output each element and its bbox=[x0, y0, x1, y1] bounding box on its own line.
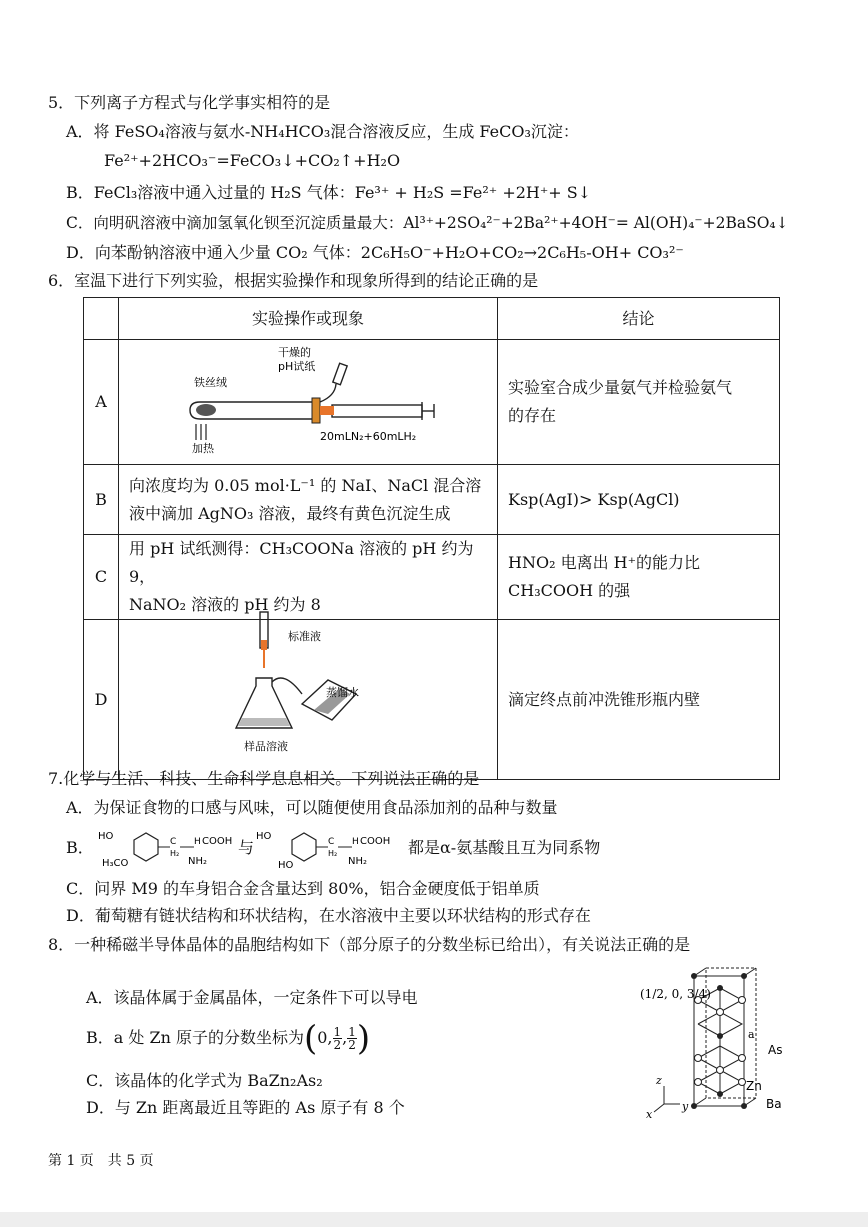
mol1-c-label: C bbox=[170, 837, 177, 847]
q5-option-c: C．向明矾溶液中滴加氢氧化钡至沉淀质量最大：Al³⁺+2SO₄²⁻+2Ba²⁺+4OH⁻= Al(OH)₄⁻+2BaSO₄↓ bbox=[66, 214, 789, 232]
q6-header-operation: 实验操作或现象 bbox=[119, 298, 498, 340]
fig-a-label-heat: 加热 bbox=[192, 442, 214, 454]
fig-a-label-paper2: pH试纸 bbox=[278, 360, 316, 373]
q8-coord-frac-1 bbox=[333, 1026, 343, 1051]
q7-option-c: C．问界 M9 的车身铝合金含量达到 80%，铝合金硬度低于铝单质 bbox=[66, 879, 540, 898]
mol2-c-label: C bbox=[328, 837, 335, 847]
mol1-nh2-label: NH₂ bbox=[188, 856, 208, 867]
fig-d-label-water: 蒸馏水 bbox=[326, 686, 359, 699]
q6-row-b bbox=[84, 465, 780, 535]
q6-row-c-op-line2: NaNO₂ 溶液的 pH 约为 8 bbox=[129, 595, 321, 614]
q6-row-a-label: A bbox=[84, 340, 119, 465]
q6-row-d-label: D bbox=[84, 620, 119, 780]
q8-option-c: C．该晶体的化学式为 BaZn₂As₂ bbox=[86, 1071, 323, 1090]
q6-figure-a-apparatus bbox=[180, 344, 440, 454]
q6-row-c-label: C bbox=[84, 535, 119, 620]
q8-option-a: A．该晶体属于金属晶体，一定条件下可以导电 bbox=[86, 988, 418, 1007]
q7-option-d: D．葡萄糖有链状结构和环状结构，在水溶液中主要以环状结构的形式存在 bbox=[66, 906, 591, 925]
q8-coord-left-paren: ( bbox=[303, 1018, 318, 1059]
q7-option-b-prefix: B． bbox=[66, 838, 94, 857]
connector-icon bbox=[320, 406, 334, 415]
q5-stem: 5．下列离子方程式与化学事实相符的是 bbox=[48, 93, 331, 112]
q8-option-b-prefix: B．a 处 Zn 原子的分数坐标为 bbox=[86, 1028, 304, 1047]
mol2-ho-label: HO bbox=[256, 831, 272, 842]
q8-figure-as-label: As bbox=[768, 1043, 783, 1057]
fig-d-label-std: 标准液 bbox=[288, 630, 321, 643]
q6-row-b-op-line2: 液中滴加 AgNO₃ 溶液，最终有黄色沉淀生成 bbox=[129, 503, 451, 523]
q8-option-b: B．a 处 Zn 原子的分数坐标为(0, $\frac{1}{2}$ , $\frac{1}{2}$ ) bbox=[86, 1018, 371, 1059]
scan-edge bbox=[0, 1212, 868, 1227]
q6-row-b-operation bbox=[119, 465, 498, 535]
q6-figure-d-titration bbox=[228, 610, 388, 760]
q6-row-b-label: B bbox=[84, 465, 119, 535]
q6-row-a-conclusion bbox=[498, 340, 780, 465]
fig-a-label-paper: 干燥的 bbox=[278, 346, 311, 359]
mol1-och3-label: H₃CO bbox=[102, 858, 129, 869]
q5-option-a-equation: Fe²⁺+2HCO₃⁻=FeCO₃↓+CO₂↑+H₂O bbox=[104, 151, 401, 170]
q6-row-b-op-line1: 向浓度均为 0.05 mol·L⁻¹ 的 NaI、NaCl 混合溶 bbox=[129, 475, 482, 495]
fig-a-label-gas: 20mLN₂+60mLH₂ bbox=[320, 430, 417, 443]
q7-option-b-suffix: 都是α-氨基酸且互为同系物 bbox=[408, 838, 601, 857]
q5-option-a: A．将 FeSO₄溶液与氨水-NH₄HCO₃混合溶液反应，生成 FeCO₃沉淀： bbox=[66, 122, 579, 141]
q6-row-c-conclusion-line2: CH₃COOH 的强 bbox=[508, 581, 631, 600]
q5-option-d: D．向苯酚钠溶液中通入少量 CO₂ 气体：2C₆H₅O⁻+H₂O+CO₂→2C₆H₅-OH+ CO₃²⁻ bbox=[66, 243, 684, 262]
q7-option-b-mid: 与 bbox=[238, 838, 255, 857]
q8-coord-d2: 2 bbox=[348, 1038, 356, 1052]
q7-option-a: A．为保证食物的口感与风味，可以随便使用食品添加剂的品种与数量 bbox=[66, 798, 558, 817]
q8-option-d: D．与 Zn 距离最近且等距的 As 原子有 8 个 bbox=[86, 1098, 405, 1117]
mol1-cooh-label: COOH bbox=[202, 836, 233, 847]
q8-figure-y-label: y bbox=[682, 1100, 689, 1113]
mol2-h2-label: H₂ bbox=[328, 849, 338, 858]
q6-header-blank bbox=[84, 298, 119, 340]
q6-stem: 6．室温下进行下列实验，根据实验操作和现象所得到的结论正确的是 bbox=[48, 271, 539, 290]
q6-row-a-conclusion-line2: 的存在 bbox=[508, 406, 557, 425]
q8-coord-right-paren: ) bbox=[356, 1018, 371, 1059]
mol1-ho-label: HO bbox=[98, 831, 114, 842]
stopcock-icon bbox=[261, 640, 267, 650]
axes-icon bbox=[654, 1086, 680, 1112]
iron-wool-icon bbox=[196, 404, 216, 416]
q7-molecule-1 bbox=[98, 826, 238, 872]
mol2-ho2-label: HO bbox=[278, 860, 294, 871]
q8-figure-ba-label: Ba bbox=[766, 1097, 782, 1111]
q8-figure-x-label: x bbox=[646, 1108, 653, 1120]
mol1-h2-label: H₂ bbox=[170, 849, 180, 858]
q8-figure-coord-label: (1/2, 0, 3/4) bbox=[640, 987, 711, 1001]
q6-row-d-conclusion: 滴定终点前冲洗锥形瓶内壁 bbox=[498, 620, 780, 780]
q6-row-c-conclusion bbox=[498, 535, 780, 620]
q5-option-b: B．FeCl₃溶液中通入过量的 H₂S 气体：Fe³⁺ + H₂S =Fe²⁺ +2H⁺+ S↓ bbox=[66, 183, 592, 202]
q6-row-c-conclusion-line1: HNO₂ 电离出 H⁺的能力比 bbox=[508, 553, 701, 572]
stopper-icon bbox=[312, 398, 320, 423]
mol2-cooh-label: COOH bbox=[360, 836, 391, 847]
q8-figure-a-label: a bbox=[748, 1028, 755, 1041]
mol2-nh2-label: NH₂ bbox=[348, 856, 368, 867]
q8-coord-d1: 2 bbox=[333, 1038, 342, 1052]
q6-row-a-conclusion-line1: 实验室合成少量氨气并检验氨气 bbox=[508, 378, 733, 397]
q8-crystal-figure bbox=[636, 960, 796, 1120]
q6-header-row bbox=[84, 298, 780, 340]
q8-coord-frac-2 bbox=[347, 1026, 357, 1051]
q7-stem: 7.化学与生活、科技、生命科学息息相关。下列说法正确的是 bbox=[48, 769, 480, 788]
q8-stem: 8．一种稀磁半导体晶体的晶胞结构如下（部分原子的分数坐标已给出），有关说法正确的是 bbox=[48, 935, 691, 954]
q6-header-conclusion: 结论 bbox=[498, 298, 780, 340]
fig-d-label-sample: 样品溶液 bbox=[244, 740, 288, 753]
q6-row-d bbox=[84, 620, 780, 780]
q8-figure-z-label: z bbox=[656, 1074, 662, 1087]
q8-coord-n2: 1 bbox=[348, 1025, 356, 1039]
q6-row-c-operation bbox=[119, 535, 498, 620]
page-footer: 第 1 页 共 5 页 bbox=[48, 1153, 154, 1169]
q8-figure-zn-label: Zn bbox=[746, 1079, 762, 1093]
sample-liquid-icon bbox=[238, 718, 290, 726]
q6-row-b-conclusion: Ksp(AgI)> Ksp(AgCl) bbox=[498, 465, 780, 535]
q8-coord-n1: 1 bbox=[333, 1025, 342, 1039]
fig-a-label-wool: 铁丝绒 bbox=[194, 376, 227, 389]
q8-coord-first: 0, bbox=[317, 1028, 333, 1047]
mol1-h-label: H bbox=[194, 837, 201, 847]
q6-row-c-op-line1: 用 pH 试纸测得：CH₃COONa 溶液的 pH 约为 9， bbox=[129, 539, 474, 586]
heat-arrows-icon bbox=[196, 424, 206, 440]
q7-molecule-2 bbox=[256, 826, 406, 872]
q6-row-c bbox=[84, 535, 780, 620]
mol2-h-label: H bbox=[352, 837, 359, 847]
